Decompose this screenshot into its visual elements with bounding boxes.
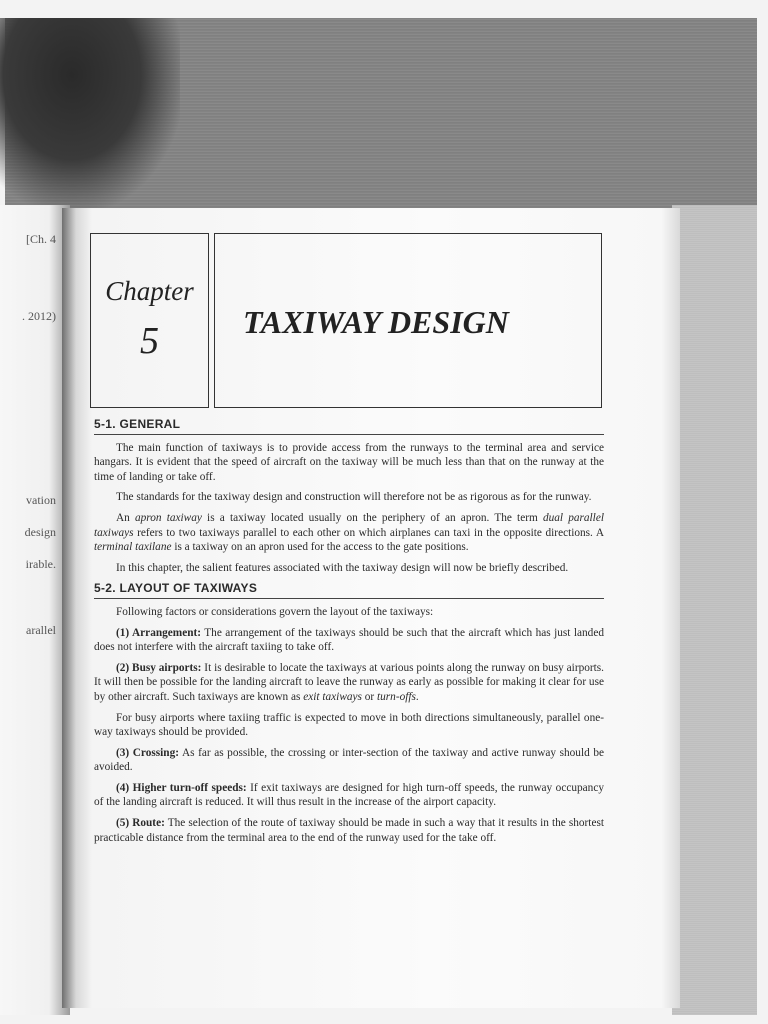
section-heading-layout: 5-2. LAYOUT OF TAXIWAYS	[94, 581, 604, 599]
paragraph: An apron taxiway is a taxiway located usually on the periphery of an apron. The term dual parallel taxiways refers to two taxiways parallel to each other on which airplanes can taxi in the opposite directions. A terminal taxilane is a taxiway on an apron used for the access to the gate positions.	[94, 511, 604, 554]
margin-text: design	[24, 525, 56, 539]
paragraph: (3) Crossing: As far as possible, the crossing or inter-section of the taxiway and active runway should be avoided.	[94, 746, 604, 774]
item-label: (4) Higher turn-off speeds:	[116, 781, 247, 794]
paragraph: (5) Route: The selection of the route of taxiway should be made in such a way that it results in the shortest practicable distance from the terminal area to the end of the runway used for the take off.	[94, 817, 604, 844]
item-label: (5) Route:	[116, 817, 165, 830]
paragraph: The main function of taxiways is to provide access from the runways to the terminal area and service hangars. It is evident that the speed of aircraft on the taxiway will be much less than that on the runway at the time of landing or take off.	[94, 441, 604, 483]
chapter-title-box	[214, 233, 602, 408]
section-heading-general: 5-1. GENERAL	[94, 417, 604, 435]
margin-text: . 2012)	[22, 309, 56, 323]
page-body	[94, 417, 604, 851]
paragraph: (1) Arrangement: The arrangement of the taxiways should be such that the aircraft which has just landed does not interfere with the aircraft taxiing to take off.	[94, 626, 604, 654]
term-terminal-taxilane: terminal taxilane	[94, 541, 172, 554]
margin-text: [Ch. 4	[26, 232, 56, 246]
margin-text: irable.	[25, 557, 56, 571]
paragraph: (4) Higher turn-off speeds: If exit taxiways are designed for high turn-off speeds, the runway occupancy of the landing aircraft is reduced. It will thus result in the increase of the airport capacity.	[94, 781, 604, 809]
term-dual-parallel: dual parallel taxiways	[94, 511, 604, 539]
chapter-label: Chapter	[105, 276, 194, 306]
paragraph: Following factors or considerations govern the layout of the taxiways:	[116, 605, 434, 618]
scan-right-background	[672, 205, 757, 1015]
item-label: (2) Busy airports:	[116, 661, 202, 674]
margin-text: arallel	[26, 623, 56, 637]
chapter-number: 5	[140, 320, 159, 362]
paragraph: In this chapter, the salient features associated with the taxiway design will now be briefly described.	[116, 561, 569, 574]
term-apron-taxiway: apron taxiway	[134, 511, 202, 524]
chapter-number-box	[90, 233, 209, 408]
term-turn-offs: turn-offs	[376, 690, 416, 703]
scan-shadow	[0, 18, 180, 208]
term-exit-taxiways: exit taxiways	[303, 690, 362, 703]
previous-page-edge	[0, 205, 70, 1015]
item-label: (1) Arrangement:	[116, 626, 202, 639]
paragraph: (2) Busy airports: It is desirable to locate the taxiways at various points along the runway on busy airports. It will then be possible for the landing aircraft to leave the runway as early as possible for making it clear for use by other aircraft. Such taxiways are known as exit taxiways or turn-offs.	[94, 661, 604, 703]
paragraph: The standards for the taxiway design and construction will therefore not be as rigorous as for the runway.	[116, 491, 592, 504]
margin-text: vation	[26, 493, 56, 507]
paragraph: For busy airports where taxiing traffic is expected to move in both directions simultaneously, parallel one-way taxiways should be provided.	[94, 711, 604, 739]
chapter-title: TAXIWAY DESIGN	[243, 304, 509, 340]
item-label: (3) Crossing:	[116, 746, 179, 759]
